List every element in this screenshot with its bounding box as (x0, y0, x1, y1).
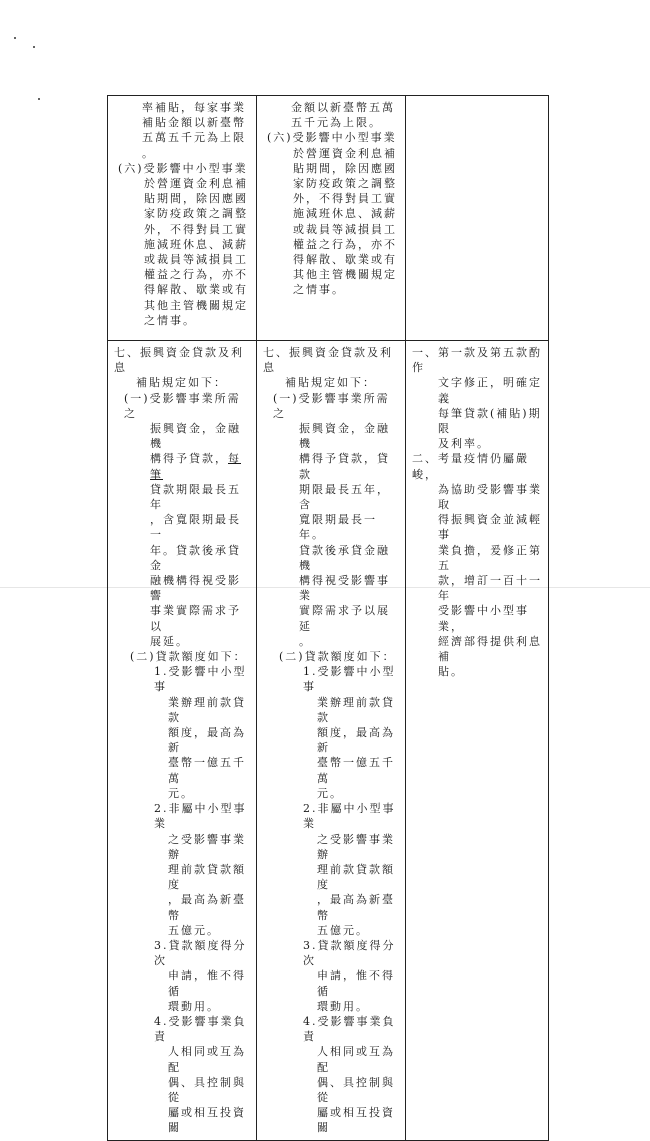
line-text: 元。 (317, 786, 343, 800)
line-text: 振興資金，金融機 (299, 422, 390, 451)
table-row (108, 96, 549, 341)
text-line (263, 421, 401, 451)
sub-item-line (263, 1044, 401, 1074)
line-text: 得解散、歇業或有 (293, 253, 397, 267)
sub-item-line (114, 968, 252, 998)
line-text: 每筆貸款(補貼)期限 (438, 406, 542, 436)
line-text: 貸款期限最長五年 (150, 482, 241, 512)
line-text: 額度，最高為新 (317, 726, 395, 755)
item-label: (一) (124, 391, 150, 405)
text-line (114, 543, 252, 573)
line-text: 其他主管機關規定 (293, 268, 397, 282)
line-text: ，最高為新臺幣 (168, 893, 246, 922)
sub-item-line (263, 1014, 401, 1044)
text-line (263, 130, 401, 145)
line-text: 之受影響事業辦 (168, 832, 246, 861)
line-text: 受影響事業所需之 (273, 391, 390, 420)
text-line: 五千元為上限。 (291, 116, 382, 130)
scan-speck (33, 46, 35, 48)
sub-item-line (114, 892, 252, 922)
explanation-cell (406, 96, 549, 341)
line-text: 。 (299, 634, 312, 648)
text-line (263, 543, 401, 573)
text-line: 補貼金額以新臺幣 (142, 116, 246, 130)
sub-item-number: 4. (154, 1014, 169, 1028)
line-text: 外，不得對員工實 (144, 222, 248, 236)
explanation-cell (406, 341, 549, 1141)
line-text: 貼。 (438, 665, 464, 679)
line-text: 權益之行為，亦不 (144, 268, 248, 282)
text-line (114, 191, 252, 206)
line-text: 受影響中小型事業 (292, 131, 397, 145)
sub-item-number: 4. (303, 1014, 318, 1028)
text-line (263, 146, 401, 161)
title-line: 補貼規定如下： (136, 376, 227, 390)
text-line (114, 451, 252, 481)
sub-item-line (263, 664, 401, 694)
sub-item-line (263, 1075, 401, 1105)
line-text: 年。貸款後承貸金 (150, 543, 241, 572)
line-text: 其他主管機關規定 (144, 298, 248, 312)
sub-item-number: 1. (154, 665, 169, 679)
sub-item-line (263, 892, 401, 922)
item-2-label: (二)貸款額度如下： (130, 650, 247, 664)
text-line (114, 267, 252, 282)
line-text: 事業實際需求予以 (150, 604, 241, 633)
line-text: 非屬中小型事業 (303, 802, 396, 831)
note-line (412, 603, 544, 633)
scan-speck (38, 98, 40, 100)
line-text: 之情事。 (293, 283, 345, 297)
line-text: 受影響中小型事業 (143, 161, 248, 175)
current-text-cell (257, 341, 406, 1141)
line-text: 權益之行為，亦不 (293, 237, 397, 251)
line-text: 實際需求予以展延 (299, 604, 390, 633)
text-line (114, 391, 252, 421)
sub-item-line (263, 1105, 401, 1135)
text-line (263, 451, 401, 481)
line-text: 臺幣一億五千萬 (168, 756, 246, 785)
line-text: 貸款額度得分次 (154, 938, 247, 968)
text-line (263, 634, 401, 649)
line-text: 五億元。 (317, 923, 369, 937)
line-text: 構得予貸款， (150, 452, 228, 466)
line-text: 或裁員等減損員工 (293, 222, 397, 236)
line-text: 受影響中小型事 (303, 665, 396, 694)
section-7-title (114, 345, 252, 391)
text-line (114, 237, 252, 252)
note-line (412, 436, 544, 451)
text-line (263, 512, 401, 542)
amended-text-cell (108, 341, 257, 1141)
amended-text-cell (108, 96, 257, 341)
text-line (114, 421, 252, 451)
sub-item-line (114, 664, 252, 694)
sub-item-line (263, 968, 401, 998)
line-text: 理前款貸款額度 (317, 862, 395, 892)
continued-text (114, 100, 252, 161)
note-line (412, 664, 544, 679)
line-text: 受影響中小型事業， (438, 604, 529, 633)
note-line (412, 634, 544, 664)
sub-item-line (114, 755, 252, 785)
line-text: 得振興資金並減輕事 (438, 513, 542, 542)
line-text: 業辦理前款貸款 (168, 695, 246, 724)
text-line (114, 634, 252, 649)
line-text: 非屬中小型事業 (154, 802, 247, 831)
line-text: 第一款及第五款酌作 (412, 346, 542, 375)
line-text: 偶、具控制與從 (168, 1075, 246, 1104)
line-text: 環動用。 (317, 999, 369, 1013)
sub-item-number: 2. (154, 802, 169, 816)
line-text: 考量疫情仍屬嚴峻， (412, 452, 529, 481)
text-line (114, 512, 252, 542)
sub-item-line (263, 999, 401, 1014)
sub-item-line (263, 801, 401, 831)
item-label: (六) (267, 131, 293, 145)
line-text: 貸款額度得分次 (303, 938, 396, 968)
sub-item-number: 2. (303, 802, 318, 816)
text-line: 金額以新臺幣五萬 (291, 101, 395, 114)
text-line (114, 222, 252, 237)
text-line (263, 573, 401, 603)
text-line (263, 282, 401, 297)
line-text: 構得視受影響事業 (299, 574, 390, 603)
line-text: 受影響事業負責 (303, 1014, 396, 1044)
line-text: 額度，最高為新 (168, 726, 246, 755)
line-text: 業辦理前款貸款 (317, 695, 395, 724)
line-text: 或裁員等減損員工 (144, 253, 248, 267)
sub-item-number: 3. (303, 938, 318, 952)
line-text: 理前款貸款額度 (168, 862, 246, 892)
text-line (114, 298, 252, 313)
line-text: 環動用。 (168, 999, 220, 1013)
sub-item-line (263, 755, 401, 785)
text-line (263, 161, 401, 176)
line-text: 元。 (168, 786, 194, 800)
sub-item-line (263, 862, 401, 892)
text-line: 率補貼，每家事業 (142, 101, 246, 114)
underlined-amendment: 每筆 (150, 452, 241, 481)
line-text: 構得予貸款，貸款 (299, 452, 390, 481)
note-number: 二、 (412, 452, 438, 466)
sub-item-line (114, 832, 252, 862)
continued-text (263, 100, 401, 130)
line-text: 於營運資金利息補 (293, 146, 397, 160)
line-text: 受影響中小型事 (154, 665, 247, 694)
line-text: 貸款後承貸金融機 (299, 543, 390, 572)
line-text: 受影響事業負責 (154, 1014, 247, 1044)
text-line: 。 (142, 146, 155, 160)
text-line (114, 482, 252, 512)
title-line: 補貼規定如下： (285, 376, 376, 390)
item-2-label: (二)貸款額度如下： (279, 650, 396, 664)
sub-item-line (114, 938, 252, 968)
sub-item-line (114, 1014, 252, 1044)
sub-item-line (114, 801, 252, 831)
explanation-notes (412, 345, 544, 679)
item-1-text (263, 391, 401, 649)
sub-item-line (114, 1075, 252, 1105)
line-text: 外，不得對員工實 (293, 192, 397, 206)
current-text-cell (257, 96, 406, 341)
line-text: 施減班休息、減薪 (144, 237, 248, 251)
text-line (263, 206, 401, 221)
text-line (263, 222, 401, 237)
text-line (263, 252, 401, 267)
line-text: 經濟部得提供利息補 (438, 634, 542, 664)
note-line (412, 345, 544, 375)
sub-items (114, 664, 252, 1135)
sub-item-line (114, 786, 252, 801)
line-text: 款，增訂一百十一年 (438, 574, 542, 603)
line-text: 展延。 (150, 634, 189, 648)
text-line (263, 191, 401, 206)
line-text: 五億元。 (168, 923, 220, 937)
line-text: 受影響事業所需之 (124, 391, 241, 420)
line-text: 之情事。 (144, 313, 196, 327)
table-row (108, 341, 549, 1141)
line-text: 之受影響事業辦 (317, 832, 395, 861)
sub-item-line (114, 695, 252, 725)
note-number: 一、 (412, 346, 438, 359)
item-6-text (263, 130, 401, 297)
line-text: 得解散、歇業或有 (144, 283, 248, 297)
line-text: 文字修正，明確定義 (438, 376, 542, 405)
line-text: 貼期間，除因應國 (293, 161, 397, 175)
note-line (412, 375, 544, 405)
sub-item-line (114, 1105, 252, 1135)
sub-item-line (263, 695, 401, 725)
sub-item-line (114, 923, 252, 938)
title-line: 七、振興資金貸款及利息 (114, 346, 244, 375)
line-text: 家防疫政策之調整 (144, 207, 248, 221)
line-text: 家防疫政策之調整 (293, 177, 397, 191)
note-line (412, 573, 544, 603)
line-text: 人相同或互為配 (168, 1045, 246, 1074)
text-line (263, 391, 401, 421)
text-line (114, 282, 252, 297)
sub-item-line (263, 938, 401, 968)
line-text: 偶、具控制與從 (317, 1075, 395, 1104)
line-text: 臺幣一億五千萬 (317, 756, 395, 785)
line-text: ，含寬限期最長一 (150, 513, 241, 542)
sub-item-line (263, 923, 401, 938)
text-line (263, 176, 401, 191)
text-line (263, 237, 401, 252)
note-line (412, 451, 544, 481)
line-text: 貼期間，除因應國 (144, 192, 248, 206)
text-line (114, 603, 252, 633)
note-line (412, 482, 544, 512)
sub-item-line (114, 1044, 252, 1074)
sub-item-line (263, 725, 401, 755)
text-line (114, 206, 252, 221)
text-line (263, 267, 401, 282)
sub-item-line (114, 999, 252, 1014)
line-text: 寬限期最長一年。 (299, 513, 377, 542)
sub-item-line (114, 725, 252, 755)
line-text: 期限最長五年，含 (299, 482, 390, 512)
sub-item-line (263, 786, 401, 801)
line-text: 振興資金，金融機 (150, 422, 241, 451)
comparison-table (107, 95, 549, 1141)
item-label: (六) (118, 161, 144, 175)
scan-speck (14, 37, 16, 39)
line-text: 申請，惟不得循 (168, 969, 246, 998)
text-line: 五萬五千元為上限 (142, 131, 246, 145)
item-6-text (114, 161, 252, 328)
sub-item-line (263, 832, 401, 862)
text-line (114, 573, 252, 603)
line-text: 屬或相互投資關 (317, 1106, 395, 1135)
line-text: 業負擔，爰修正第五 (438, 543, 542, 572)
sub-item-number: 1. (303, 665, 318, 679)
text-line (263, 482, 401, 512)
line-text: 於營運資金利息補 (144, 177, 248, 191)
item-1-text (114, 391, 252, 649)
text-line (263, 603, 401, 633)
sub-item-line (114, 862, 252, 892)
line-text: 為協助受影響事業取 (438, 482, 542, 512)
sub-items (263, 664, 401, 1135)
line-text: 及利率。 (438, 437, 490, 451)
text-line (114, 252, 252, 267)
text-line (114, 176, 252, 191)
line-text: 施減班休息、減薪 (293, 207, 397, 221)
item-6 (114, 161, 252, 328)
sub-item-number: 3. (154, 938, 169, 952)
line-text: 人相同或互為配 (317, 1045, 395, 1074)
item-label: (一) (273, 391, 299, 405)
note-line (412, 543, 544, 573)
title-line: 七、振興資金貸款及利息 (263, 346, 393, 375)
text-line (114, 313, 252, 328)
line-text: 屬或相互投資關 (168, 1106, 246, 1135)
text-line (114, 161, 252, 176)
note-line (412, 512, 544, 542)
line-text: ，最高為新臺幣 (317, 893, 395, 922)
section-7-title (263, 345, 401, 391)
line-text: 融機構得視受影響 (150, 574, 241, 603)
line-text: 申請，惟不得循 (317, 969, 395, 998)
note-line (412, 406, 544, 436)
